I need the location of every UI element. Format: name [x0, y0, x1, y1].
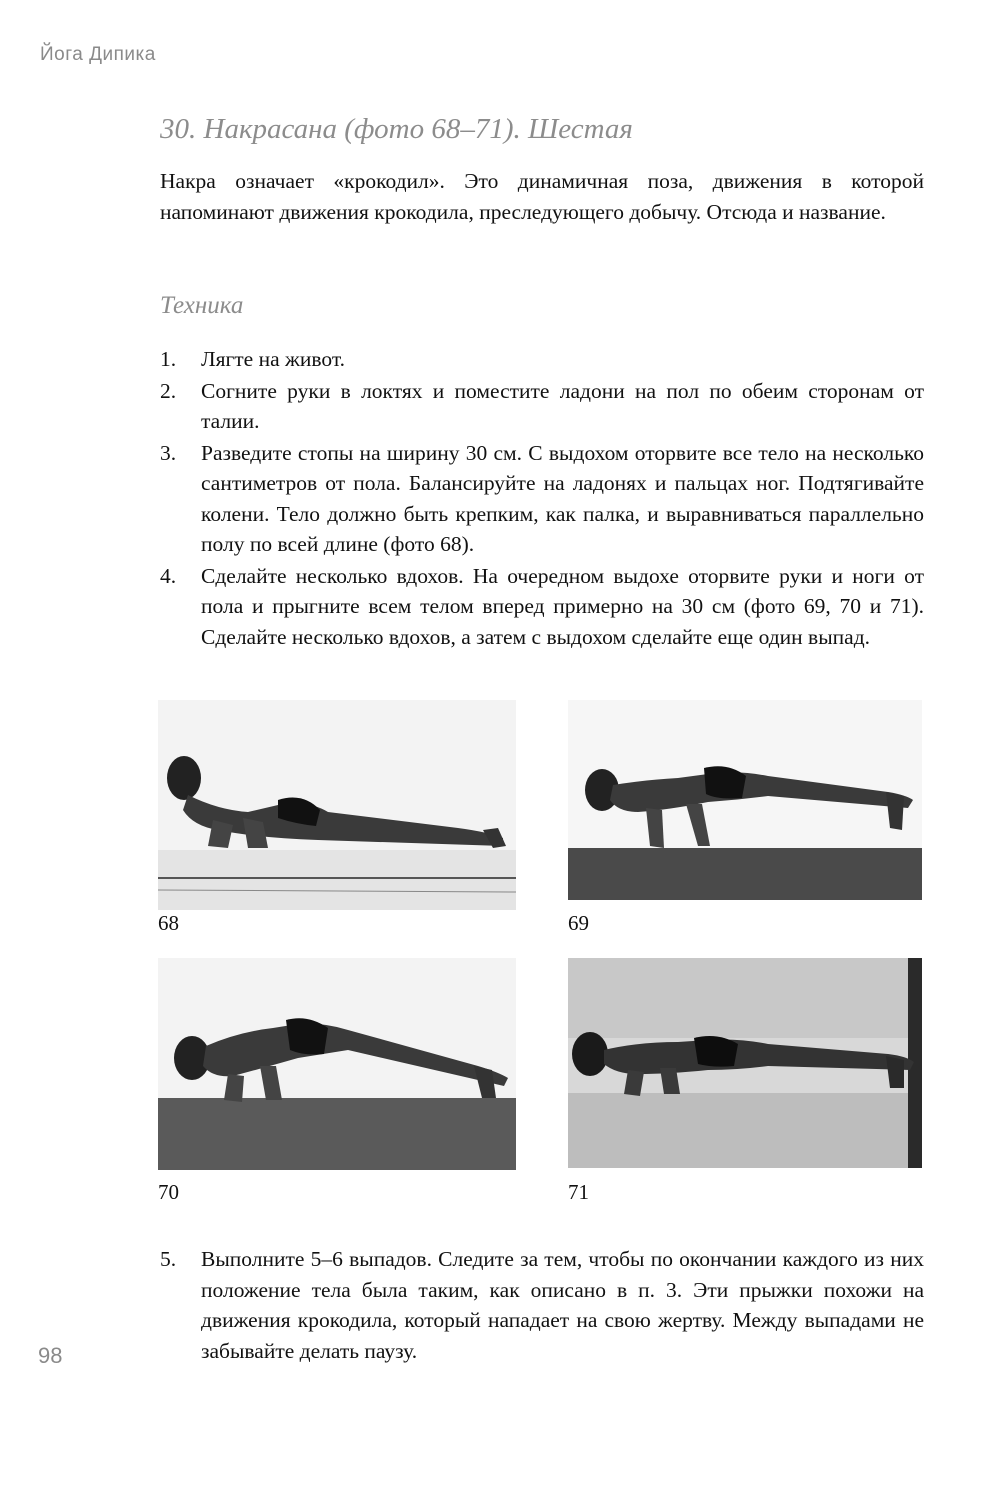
step-item: [160, 344, 924, 375]
photo-caption-68: 68: [158, 911, 179, 935]
step-item: [160, 438, 924, 560]
technique-heading: Техника: [160, 292, 244, 319]
step-number: 3.: [160, 440, 177, 465]
step-text: Выполните 5–6 выпадов. Следите за тем, чтобы по окончании каждого из них положение тела была таким, как описано в п. 3. Эти прыжки похожи на движения крокодила, который нападает на свою жертву. Между выпадами не забывайте делать паузу.: [201, 1247, 924, 1363]
step-item: [160, 376, 924, 437]
section-title: 30. Накрасана (фото 68–71). Шестая: [160, 113, 633, 145]
step-number: 2.: [160, 378, 177, 403]
step-number: 4.: [160, 563, 177, 588]
step-text: Разведите стопы на ширину 30 см. С выдохом оторвите все тело на несколько сантиметров от пола. Балансируйте на ладонях и пальцах ног. Подтягивайте колени. Тело должно быть крепким, как палка, и выравниваться параллельно полу по всей длине (фото 68).: [201, 440, 924, 556]
technique-steps: [160, 344, 924, 653]
photo-69: [568, 700, 922, 900]
photo-70: [158, 958, 516, 1170]
intro-paragraph: Накра означает «крокодил». Это динамичная поза, движения в которой напоминают движения крокодила, преследующего добычу. Отсюда и название.: [160, 169, 924, 224]
photo-71: [568, 958, 922, 1168]
step-text: Сделайте несколько вдохов. На очередном выдохе оторвите руки и ноги от пола и прыгните всем телом вперед примерно на 30 см (фото 69, 70 и 71). Сделайте несколько вдохов, а затем с выдохом сделайте еще один выпад.: [201, 563, 924, 649]
photo-caption-71: 71: [568, 1180, 589, 1204]
step-number: 5.: [160, 1247, 177, 1271]
page-number: 98: [38, 1343, 63, 1368]
photo-caption-69: 69: [568, 911, 589, 935]
photo-caption-70: 70: [158, 1180, 179, 1204]
step-text: Лягте на живот.: [201, 347, 346, 371]
step-item: [160, 561, 924, 653]
photo-68: [158, 700, 516, 910]
step-number: 1.: [160, 347, 177, 371]
running-head: Йога Дипика: [40, 44, 156, 65]
step-item: [160, 1244, 924, 1366]
step-text: Согните руки в локтях и поместите ладони на пол по обеим сторонам от талии.: [201, 378, 924, 433]
